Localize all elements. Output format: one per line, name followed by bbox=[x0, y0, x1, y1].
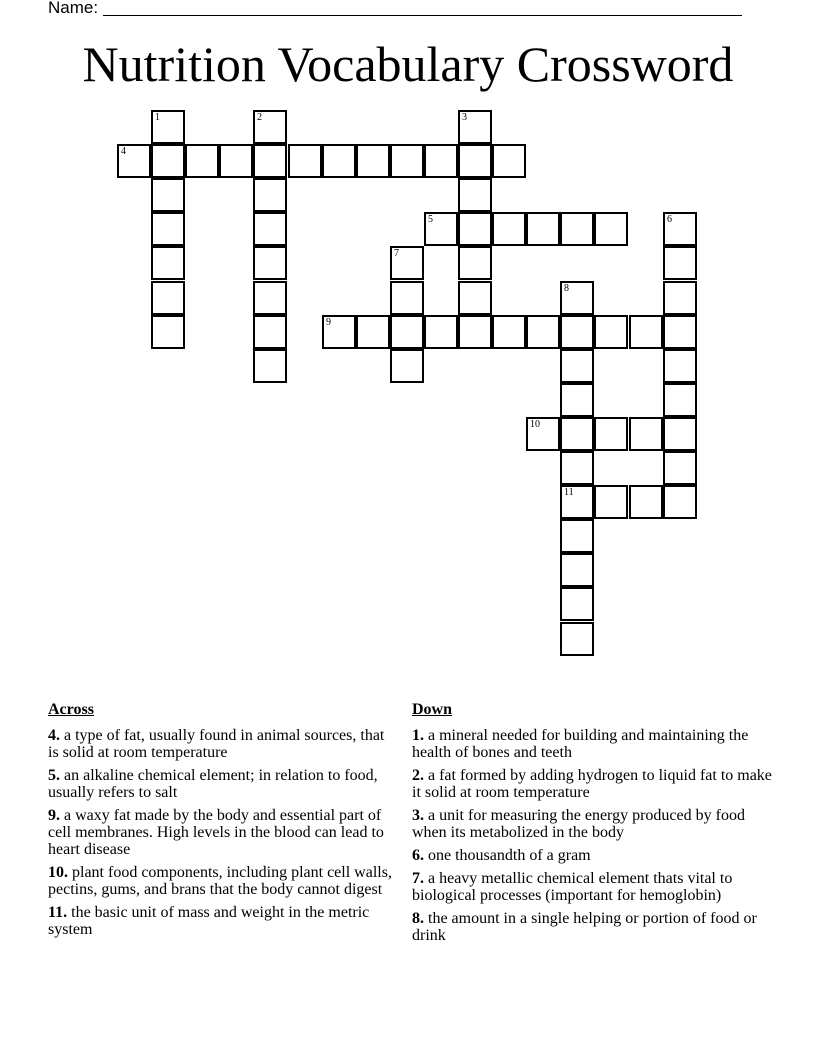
grid-cell[interactable] bbox=[560, 451, 594, 485]
cell-number: 8 bbox=[564, 283, 569, 294]
grid-cell[interactable] bbox=[594, 417, 628, 451]
grid-cell[interactable] bbox=[151, 212, 185, 246]
grid-cell[interactable] bbox=[322, 315, 356, 349]
grid-cell[interactable] bbox=[560, 383, 594, 417]
grid-cell[interactable] bbox=[560, 315, 594, 349]
grid-cell[interactable] bbox=[594, 485, 628, 519]
grid-cell[interactable] bbox=[560, 622, 594, 656]
grid-cell[interactable] bbox=[560, 212, 594, 246]
grid-cell[interactable] bbox=[458, 315, 492, 349]
cell-number: 10 bbox=[530, 419, 540, 430]
grid-cell[interactable] bbox=[185, 144, 219, 178]
cell-number: 1 bbox=[155, 112, 160, 123]
cell-number: 6 bbox=[667, 214, 672, 225]
grid-cell[interactable] bbox=[663, 315, 697, 349]
grid-cell[interactable] bbox=[424, 212, 458, 246]
down-heading: Down bbox=[412, 701, 453, 718]
grid-cell[interactable] bbox=[356, 315, 390, 349]
grid-cell[interactable] bbox=[663, 246, 697, 280]
grid-cell[interactable] bbox=[356, 144, 390, 178]
grid-cell[interactable] bbox=[424, 315, 458, 349]
grid-cell[interactable] bbox=[629, 417, 663, 451]
clue-across-9: 9. a waxy fat made by the body and essential part of cell membranes. High levels in the blood can lead to heart disease bbox=[48, 807, 384, 858]
grid-cell[interactable] bbox=[560, 417, 594, 451]
cell-number: 2 bbox=[257, 112, 262, 123]
grid-cell[interactable] bbox=[322, 144, 356, 178]
grid-cell[interactable] bbox=[526, 212, 560, 246]
grid-cell[interactable] bbox=[253, 281, 287, 315]
clue-down-1: 1. a mineral needed for building and maintaining the health of bones and teeth bbox=[412, 727, 749, 761]
grid-cell[interactable] bbox=[390, 315, 424, 349]
clue-across-4: 4. a type of fat, usually found in animal sources, that is solid at room temperature bbox=[48, 727, 385, 761]
cell-number: 7 bbox=[394, 248, 399, 259]
grid-cell[interactable] bbox=[458, 144, 492, 178]
grid-cell[interactable] bbox=[663, 281, 697, 315]
grid-cell[interactable] bbox=[663, 349, 697, 383]
grid-cell[interactable] bbox=[117, 144, 151, 178]
grid-cell[interactable] bbox=[424, 144, 458, 178]
grid-cell[interactable] bbox=[526, 315, 560, 349]
grid-cell[interactable] bbox=[151, 178, 185, 212]
down-clues bbox=[412, 700, 777, 950]
grid-cell[interactable] bbox=[663, 485, 697, 519]
grid-cell[interactable] bbox=[663, 417, 697, 451]
grid-cell[interactable] bbox=[151, 144, 185, 178]
grid-cell[interactable] bbox=[560, 485, 594, 519]
grid-cell[interactable] bbox=[560, 587, 594, 621]
cell-number: 11 bbox=[564, 487, 574, 498]
cell-number: 4 bbox=[121, 146, 126, 157]
clue-across-5: 5. an alkaline chemical element; in relation to food, usually refers to salt bbox=[48, 767, 378, 801]
grid-cell[interactable] bbox=[458, 281, 492, 315]
grid-cell[interactable] bbox=[560, 519, 594, 553]
grid-cell[interactable] bbox=[663, 451, 697, 485]
cell-number: 9 bbox=[326, 317, 331, 328]
grid-cell[interactable] bbox=[253, 110, 287, 144]
grid-cell[interactable] bbox=[219, 144, 253, 178]
grid-cell[interactable] bbox=[492, 212, 526, 246]
across-heading: Across bbox=[48, 701, 94, 718]
clue-down-2: 2. a fat formed by adding hydrogen to liquid fat to make it solid at room temperature bbox=[412, 767, 772, 801]
clue-down-3: 3. a unit for measuring the energy produced by food when its metabolized in the body bbox=[412, 807, 745, 841]
grid-cell[interactable] bbox=[458, 110, 492, 144]
clue-across-10: 10. plant food components, including plant cell walls, pectins, gums, and brans that the body cannot digest bbox=[48, 864, 392, 898]
grid-cell[interactable] bbox=[151, 110, 185, 144]
grid-cell[interactable] bbox=[390, 281, 424, 315]
grid-cell[interactable] bbox=[560, 349, 594, 383]
grid-cell[interactable] bbox=[253, 246, 287, 280]
grid-cell[interactable] bbox=[594, 315, 628, 349]
grid-cell[interactable] bbox=[629, 315, 663, 349]
clue-down-8: 8. the amount in a single helping or portion of food or drink bbox=[412, 910, 757, 944]
cell-number: 5 bbox=[428, 214, 433, 225]
grid-cell[interactable] bbox=[253, 349, 287, 383]
grid-cell[interactable] bbox=[560, 281, 594, 315]
cell-number: 3 bbox=[462, 112, 467, 123]
grid-cell[interactable] bbox=[390, 246, 424, 280]
grid-cell[interactable] bbox=[253, 144, 287, 178]
clue-down-6: 6. one thousandth of a gram bbox=[412, 847, 591, 864]
grid-cell[interactable] bbox=[458, 178, 492, 212]
name-label: Name: bbox=[48, 0, 99, 17]
clue-across-11: 11. the basic unit of mass and weight in the metric system bbox=[48, 904, 370, 938]
grid-cell[interactable] bbox=[253, 178, 287, 212]
grid-cell[interactable] bbox=[594, 212, 628, 246]
grid-cell[interactable] bbox=[492, 144, 526, 178]
grid-cell[interactable] bbox=[560, 553, 594, 587]
across-clues bbox=[48, 700, 393, 944]
grid-cell[interactable] bbox=[253, 212, 287, 246]
grid-cell[interactable] bbox=[390, 144, 424, 178]
grid-cell[interactable] bbox=[663, 212, 697, 246]
grid-cell[interactable] bbox=[151, 315, 185, 349]
grid-cell[interactable] bbox=[663, 383, 697, 417]
grid-cell[interactable] bbox=[526, 417, 560, 451]
grid-cell[interactable] bbox=[492, 315, 526, 349]
grid-cell[interactable] bbox=[288, 144, 322, 178]
grid-cell[interactable] bbox=[253, 315, 287, 349]
grid-cell[interactable] bbox=[458, 246, 492, 280]
grid-cell[interactable] bbox=[151, 281, 185, 315]
grid-cell[interactable] bbox=[390, 349, 424, 383]
grid-cell[interactable] bbox=[629, 485, 663, 519]
clue-down-7: 7. a heavy metallic chemical element thats vital to biological processes (important for hemoglobin) bbox=[412, 870, 733, 904]
page-title: Nutrition Vocabulary Crossword bbox=[82, 36, 734, 92]
grid-cell[interactable] bbox=[151, 246, 185, 280]
grid-cell[interactable] bbox=[458, 212, 492, 246]
